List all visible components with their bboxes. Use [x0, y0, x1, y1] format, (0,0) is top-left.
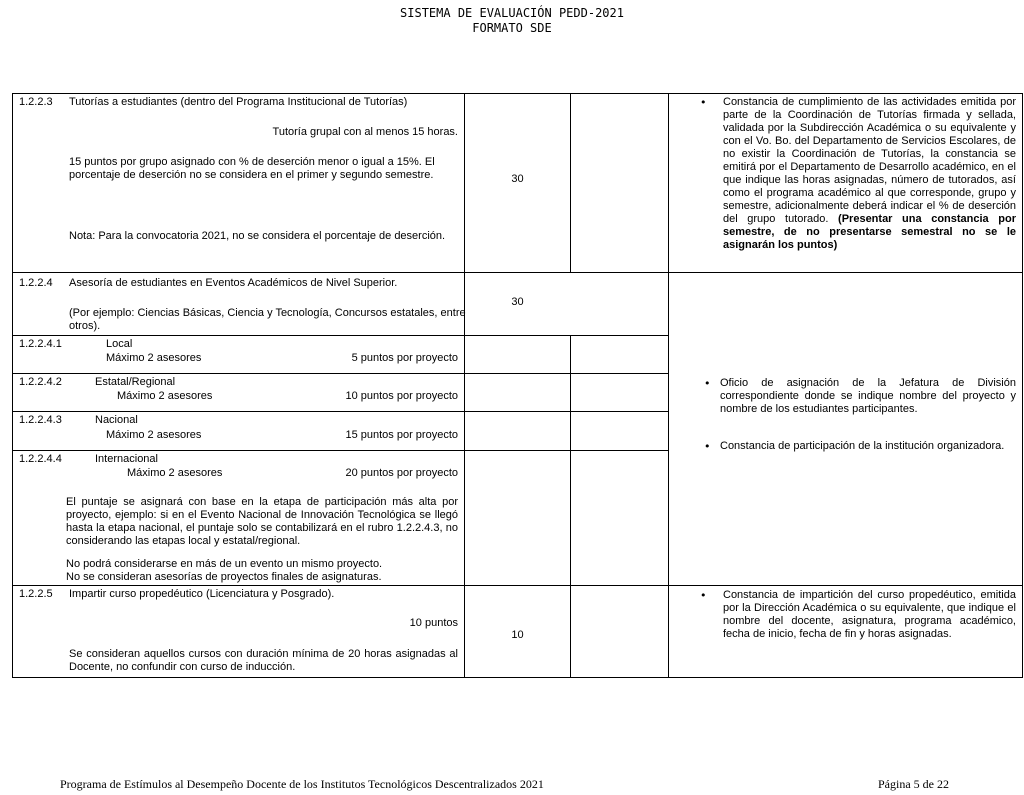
item-code: 1.2.2.3	[19, 96, 53, 108]
row-divider	[12, 272, 1023, 273]
bullet-icon: •	[700, 96, 707, 109]
page-number: Página 5 de 22	[878, 777, 949, 791]
sub-note-paragraph: El puntaje se asignará con base en la etapa de participación más alta por proyecto, ejemplo: si en el Evento Nacional de Innovación Tecnológica se llegó hasta la etapa nacional, el puntaje solo se contabilizará en el rubro 1.2.2.4.3, no considerando las etapas local y estatal/regional.	[66, 496, 458, 547]
item-description: Se consideran aquellos cursos con duración mínima de 20 horas asignadas al Docente, no confundir con curso de inducción.	[69, 648, 458, 673]
item-code: 1.2.2.5	[19, 588, 53, 600]
bullet-icon: •	[704, 377, 711, 390]
item-points: 30	[511, 296, 524, 308]
bullet-icon: •	[704, 440, 711, 453]
sub-item-points: 5 puntos por proyecto	[351, 352, 458, 364]
item-description: 15 puntos por grupo asignado con % de deserción menor o igual a 15%. El	[69, 156, 435, 168]
item-example: (Por ejemplo: Ciencias Básicas, Ciencia y Tecnología, Concursos estatales, entre	[69, 307, 466, 319]
evidence-text: Constancia de impartición del curso propedéutico, emitida por la Dirección Académica o su equivalente, que indique el nombre del docente, asignatura, programa académico, fecha de inicio, fecha de fin y horas asignadas.	[723, 589, 1016, 640]
sub-item-code: 1.2.2.4.1	[19, 338, 62, 350]
column-divider	[570, 335, 571, 586]
sub-item-code: 1.2.2.4.3	[19, 414, 62, 426]
sub-note-line: No podrá considerarse en más de un evento un mismo proyecto.	[66, 558, 383, 570]
sub-item-points: 20 puntos por proyecto	[345, 467, 458, 479]
sub-item-name: Local	[106, 338, 133, 350]
column-divider	[570, 93, 571, 273]
item-subtitle: Tutoría grupal con al menos 15 horas.	[272, 126, 458, 138]
item-title: Asesoría de estudiantes en Eventos Académicos de Nivel Superior.	[69, 277, 398, 289]
item-code: 1.2.2.4	[19, 277, 53, 289]
sub-item-name: Nacional	[95, 414, 138, 426]
column-divider	[570, 585, 571, 678]
evidence-text: Oficio de asignación de la Jefatura de División correspondiente donde se indique nombre del proyecto y nombre de los estudiantes participantes.	[720, 377, 1016, 415]
sub-item-max: Máximo 2 asesores	[127, 467, 223, 479]
sub-note-line: No se consideran asesorías de proyectos finales de asignaturas.	[66, 571, 382, 583]
item-subtitle: 10 puntos	[409, 617, 458, 629]
sub-item-max: Máximo 2 asesores	[106, 352, 202, 364]
sub-item-name: Internacional	[95, 453, 158, 465]
sub-item-code: 1.2.2.4.2	[19, 376, 62, 388]
column-divider	[668, 93, 669, 678]
item-description: porcentaje de deserción no se considera en el primer y segundo semestre.	[69, 169, 434, 181]
table-border-right	[1022, 93, 1023, 678]
sub-item-max: Máximo 2 asesores	[117, 390, 213, 402]
item-example: otros).	[69, 320, 101, 332]
table-border-left	[12, 93, 13, 678]
sub-item-code: 1.2.2.4.4	[19, 453, 62, 465]
sub-item-points: 10 puntos por proyecto	[345, 390, 458, 402]
bullet-icon: •	[700, 589, 707, 602]
footer-program-name: Programa de Estímulos al Desempeño Docente de los Institutos Tecnológicos Descentralizados 2021	[60, 777, 544, 791]
sub-item-name: Estatal/Regional	[95, 376, 176, 388]
sub-item-points: 15 puntos por proyecto	[345, 429, 458, 441]
item-points: 10	[511, 629, 524, 641]
evidence-text: Constancia de participación de la institución organizadora.	[720, 440, 1005, 452]
document-header-subtitle: FORMATO SDE	[472, 21, 552, 35]
item-points: 30	[511, 173, 524, 185]
item-title: Tutorías a estudiantes (dentro del Programa Institucional de Tutorías)	[69, 96, 408, 108]
sub-item-max: Máximo 2 asesores	[106, 429, 202, 441]
document-header-title: SISTEMA DE EVALUACIÓN PEDD-2021	[400, 6, 624, 20]
row-divider	[12, 585, 1023, 586]
evidence-text: Constancia de cumplimiento de las actividades emitida por parte de la Coordinación de Tutorías firmada y sellada, validada por la Subdirección Académica o su equivalente y con el Vo. Bo. del Departamento de Servicios Escolares, de no existir la Coordinación de Tutorías, la constancia se emitirá por el Departamento de Desarrollo académico, en el que indique las horas asignadas, número de tutorados, así como el programa académico al que corresponde, grupo y semestre, adicionalmente deberá indicar el % de deserción del grupo tutorado. (Presentar una constancia por semestre, de no presentarse semestral no se le asignarán los puntos)	[723, 96, 1016, 251]
item-note: Nota: Para la convocatoria 2021, no se considera el porcentaje de deserción.	[69, 230, 446, 242]
table-border-top	[12, 93, 1023, 94]
table-border-bottom	[12, 677, 1023, 678]
item-title: Impartir curso propedéutico (Licenciatura y Posgrado).	[69, 588, 335, 600]
